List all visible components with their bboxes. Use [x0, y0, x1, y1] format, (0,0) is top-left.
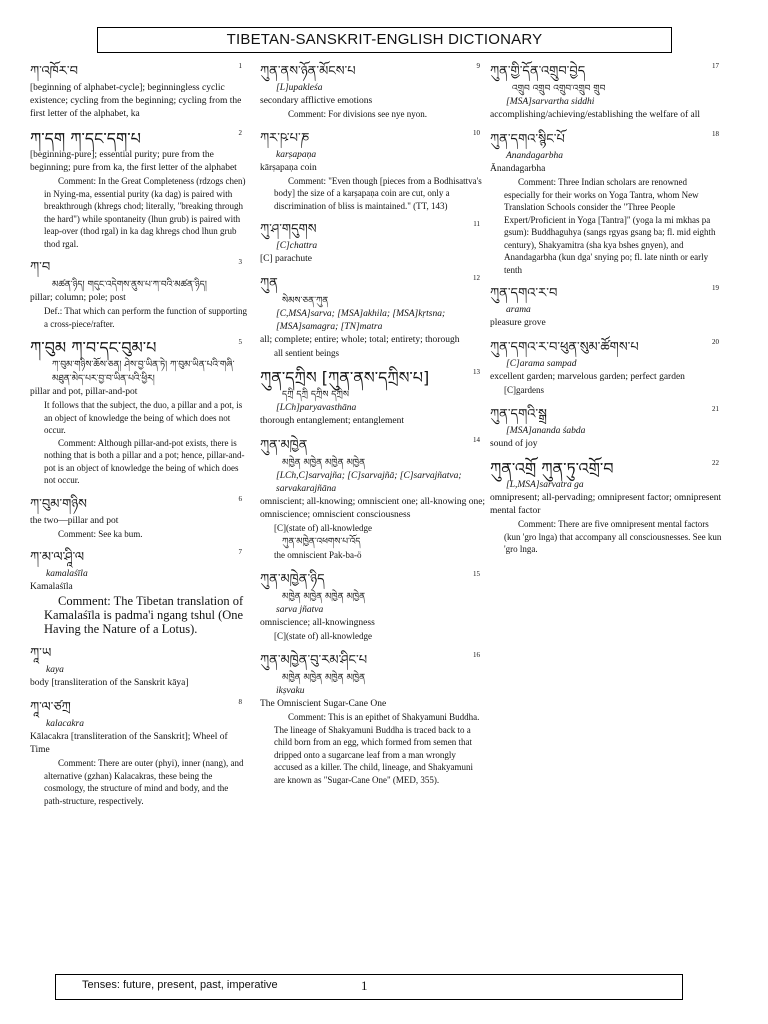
entry-comment: Comment: "Even though [pieces from a Bodhisattva's body] the size of a karṣapaṇa coin are cut, only a discrimination of bliss is maintained." (TT, 143) — [274, 175, 482, 211]
entry-sanskrit: sarva jñatva — [276, 605, 324, 615]
entry-headword: ཀ་མ་ལ་ཤཱི་ལ — [30, 550, 85, 565]
dictionary-entry — [260, 129, 486, 213]
dictionary-entry — [490, 62, 725, 122]
entry-headword: ཀར་ཥ་པ་ཎ — [260, 130, 310, 146]
entry-number: 15 — [473, 570, 480, 578]
entry-gloss: omniscience; all-knowingness — [260, 618, 375, 628]
entry-gloss: all; complete; entire; whole; total; entirety; thorough — [260, 335, 460, 345]
entry-sanskrit: Anandagarbha — [506, 151, 563, 161]
dictionary-entry — [260, 570, 486, 643]
entry-comment: Comment: There are five omnipresent mental factors (kun 'gro lnga) that accompany all consciousnesses. See kun 'gro lnga. — [504, 519, 722, 554]
entry-number: 14 — [473, 436, 480, 444]
entry-sublabel: [C](state of) all-knowledge — [274, 631, 372, 641]
entry-tibetan-forms: མཚན་ཉིད། གདུང་འདེགས་ནུས་པ་ཀ་བའི་མཚན་ཉིད། — [52, 280, 207, 290]
entry-headword: ཀཱ་ལ་ཙཀྲ — [30, 700, 71, 715]
entry-gloss: body [transliteration of the Sanskrit kāya] — [30, 678, 189, 688]
dictionary-entry — [30, 129, 248, 250]
entry-gloss: Kamalaśīla — [30, 582, 73, 592]
column-3 — [490, 62, 725, 564]
dictionary-entry — [490, 459, 725, 556]
entry-comment: Comment: Three Indian scholars are renowned especially for their works on Yoga Tantra, whom New Translation Schools consider the "Three People Expert/Proficient in Yoga [Tantra]" (yoga la mi mkhas pa gsum): Buddhaguhya (sangs rgyas gsang ba; fl. mid eighth century), Shakyamitra (sha kya bshes gnyen), and Anandagarbha (kun dga' snying po; fl. late ninth or early tenth — [504, 177, 716, 275]
dictionary-entry — [260, 651, 486, 786]
entry-number: 2 — [238, 129, 242, 137]
entry-number: 19 — [712, 284, 719, 292]
entry-number: 1 — [238, 62, 242, 70]
dictionary-entry — [490, 338, 725, 397]
entry-comment: Comment: This is an epithet of Shakyamuni Buddha. The lineage of Shakyamuni Buddha is traced back to a child born from an egg, which formed from semen that dripped onto a sugarcane leaf from a man wrongly accused as a killer. The child, lineage, and Shakyamuni are known as "Sugar-Cane One" (MED, 355). — [274, 712, 480, 785]
entry-gloss: sound of joy — [490, 439, 538, 449]
entry-sanskrit: [LCh]paryavasthāna — [276, 403, 357, 413]
dictionary-entry — [260, 220, 486, 266]
entry-headword: ཀུན་དཀྲིས [ཀུན་ནས་དཀྲིས་པ] — [260, 368, 430, 387]
dictionary-title: TIBETAN-SANSKRIT-ENGLISH DICTIONARY — [97, 27, 672, 53]
entry-sanskrit: [MSA]ananda śabda — [506, 426, 586, 436]
entry-number: 5 — [238, 338, 242, 346]
entry-number: 21 — [712, 405, 719, 413]
entry-gloss: excellent garden; marvelous garden; perfect garden — [490, 372, 685, 382]
entry-headword: ཀུ་ཤ་གདུགས — [260, 222, 317, 237]
entry-comment: Comment: For divisions see nye nyon. — [288, 109, 427, 119]
entry-gloss: omnipresent; all-pervading; omnipresent factor; omnipresent mental factor — [490, 493, 722, 516]
entry-gloss: pillar; column; pole; post — [30, 293, 126, 303]
entry-gloss: Ānandagarbha — [490, 164, 546, 174]
entry-sanskrit: [C,MSA]sarva; [MSA]akhila; [MSA]kṛtsna; [MSA]samagra; [TN]matra — [276, 309, 446, 332]
entry-sanskrit: [C]arama sampad — [506, 359, 577, 369]
entry-number: 10 — [473, 128, 480, 137]
entry-number: 12 — [473, 274, 480, 282]
entry-tibetan-forms: མཁྱེན མཁྱེན མཁྱེན མཁྱེན — [282, 458, 366, 468]
entry-number: 7 — [238, 548, 242, 556]
column-1 — [30, 62, 248, 815]
entry-sanskrit: kaya — [46, 665, 64, 675]
entry-headword: ཀུན་འགྲོ ཀུན་ཏུ་འགྲོ་བ — [490, 459, 614, 478]
entry-sanskrit: [L,MSA]sarvatra ga — [506, 480, 584, 490]
entry-gloss: kārṣapaṇa coin — [260, 162, 317, 173]
entry-sublabel: all sentient beings — [274, 348, 339, 358]
entry-tibetan-forms: ཀ་བུམ་གཉིས་ཆོས་ཅན། ཤེས་བྱ་ཡིན་ཏེ། ཀ་བུམ་ཡིན་པའི་གཞི་མཐུན་མེད་པར་བྱ་བ་ཡིན་པའི་ཕྱིར། — [52, 360, 235, 384]
entry-comment: Comment: See ka bum. — [58, 528, 143, 539]
entry-gloss: [C] parachute — [260, 254, 312, 264]
entry-number: 3 — [238, 258, 242, 266]
dictionary-entry — [30, 495, 248, 541]
entry-gloss: thorough entanglement; entanglement — [260, 416, 405, 426]
entry-number: 22 — [712, 459, 719, 467]
dictionary-entry — [30, 338, 248, 487]
entry-headword: ཀ་བུམ་གཉིས — [30, 496, 87, 512]
entry-gloss: the two—pillar and pot — [30, 515, 119, 526]
entry-definition: Def.: That which can perform the function of supporting a cross-piece/rafter. — [44, 306, 248, 329]
entry-gloss: accomplishing/achieving/establishing the welfare of all — [490, 110, 700, 120]
entry-gloss: pleasure grove — [490, 318, 546, 328]
entry-number: 20 — [712, 338, 719, 346]
entry-comment: Comment: In the Great Completeness (rdzogs chen) in Nying-ma, essential purity (ka dag) is paired with breakthrough (khregs chod; literally, "breaking through the hard") while spontaneity (lhun grub) is paired with leap-over (thod rgal) in ka dag khregs chod lhun grub thod rgal. — [44, 176, 246, 249]
entry-sanskrit: arama — [506, 305, 531, 315]
entry-headword: ཀ་བུམ ཀ་བ་དང་བུམ་པ — [30, 338, 157, 357]
entry-example-gloss: the omniscient Pak-ba-ö — [274, 550, 362, 560]
entry-comment: Comment: The Tibetan translation of Kamalaśīla is padma'i ngang tshul (One Having the Nature of a Lotus). — [44, 594, 244, 636]
entry-definition: It follows that the subject, the duo, a pillar and a pot, is an object of knowledge the being of which does not occur. — [44, 400, 243, 435]
entry-gloss: pillar and pot, pillar-and-pot — [30, 387, 138, 397]
page-number: 1 — [361, 978, 368, 993]
entry-sanskrit: kamalaśīla — [46, 569, 88, 579]
entry-headword: ཀུན་མཁྱེན་བུ་རམ་ཤིང་པ — [260, 653, 368, 668]
footer — [55, 974, 683, 1000]
entry-number: 11 — [473, 220, 480, 228]
dictionary-entry — [490, 405, 725, 451]
entry-headword: ཀུན་དགའ་ར་བ་ཕུན་སུམ་ཚོགས་པ — [490, 340, 639, 355]
dictionary-entry — [490, 284, 725, 330]
entry-number: 8 — [238, 698, 242, 706]
entry-headword: ཀུན་དགའ་སྙིང་པོ — [490, 132, 565, 147]
entry-number: 9 — [476, 62, 480, 70]
entry-sanskrit: [L]upakleśa — [276, 83, 323, 93]
entry-tibetan-example: ཀུན་མཁྱེན་འཕགས་པ་འོད — [282, 537, 361, 547]
entry-tibetan-forms: དཀྲི དཀྲི དཀྲིས དཀྲིས — [282, 390, 349, 400]
entry-headword: ཀུན་ནས་ཉོན་མོངས་པ — [260, 64, 356, 79]
column-2 — [260, 62, 486, 794]
entry-sublabel: [C](state of) all-knowledge — [274, 523, 372, 533]
entry-gloss: The Omniscient Sugar-Cane One — [260, 699, 387, 709]
entry-tibetan-forms: མཁྱེན མཁྱེན མཁྱེན མཁྱེན — [282, 673, 366, 683]
entry-sanskrit: [C]chattra — [276, 241, 318, 251]
entry-headword: ཀུན་མཁྱེན་ཉིད — [260, 572, 325, 587]
tenses-note: Tenses: future, present, past, imperative — [82, 979, 278, 991]
entry-comment: Comment: Although pillar-and-pot exists, there is nothing that is both a pillar and a pot; hence, pillar-and-pot is an object of knowledge the being of which does not occur. — [44, 437, 245, 485]
entry-sanskrit: [LCh,C]sarvajña; [C]sarvajñā; [C]sarvajñatva; sarvakarajñāna — [276, 471, 462, 494]
entry-headword: ཀུན་དགའི་སྒྲ — [490, 407, 547, 422]
entry-gloss: omniscient; all-knowing; omniscient one; all-knowing one; omniscience; omniscient consciousness — [260, 497, 486, 520]
entry-headword: ཀ་བ — [30, 260, 51, 275]
entry-number: 17 — [712, 62, 719, 70]
entry-gloss: secondary afflictive emotions — [260, 96, 373, 106]
entry-headword: ཀུན — [260, 276, 278, 291]
dictionary-entry — [260, 62, 486, 121]
entry-number: 6 — [238, 494, 242, 503]
entry-headword: ཀཱ་ཡ — [30, 646, 52, 661]
entry-tibetan-forms: མཁྱེན མཁྱེན མཁྱེན མཁྱེན — [282, 592, 366, 602]
dictionary-entry — [30, 258, 248, 330]
entry-sanskrit: karṣapaṇa — [276, 149, 317, 160]
entry-sanskrit: ikṣvaku — [276, 686, 305, 696]
entry-tibetan-forms: སེམས་ཅན་ཀུན — [282, 296, 329, 306]
entry-tibetan-forms: འགྲུབ འགྲུབ འགྲུབ་འགྲུབ གྲུབ — [512, 84, 606, 94]
entry-gloss: Kālacakra [transliteration of the Sanskrit]; Wheel of Time — [30, 732, 228, 755]
entry-number: 18 — [712, 130, 719, 138]
entry-headword: ཀུན་མཁྱེན — [260, 438, 308, 453]
dictionary-entry — [30, 548, 248, 636]
dictionary-entry — [260, 274, 486, 360]
entry-gloss: [beginning-pure]; essential purity; pure from the beginning; pure from ka, the first letter of the alphabet — [30, 150, 237, 173]
dictionary-entry — [30, 644, 248, 690]
entry-sublabel: [C]gardens — [504, 385, 544, 395]
dictionary-entry — [260, 436, 486, 562]
entry-gloss: [beginning of alphabet-cycle]; beginningless cyclic existence; cycling from the beginning; cycling from the first letter of the alphabet, ka — [30, 83, 242, 119]
dictionary-entry — [30, 698, 248, 807]
entry-comment: Comment: There are outer (phyi), inner (nang), and alternative (gzhan) Kalacakras, these being the cosmology, the structure of mind and body, and the path-structure, respectively. — [44, 758, 244, 806]
entry-sanskrit: kalacakra — [46, 719, 84, 729]
entry-number: 13 — [473, 368, 480, 376]
entry-headword: ཀུན་གྱི་དོན་འགྲུབ་བྱེད — [490, 64, 586, 79]
entry-headword: ཀུན་དགའ་ར་བ — [490, 286, 558, 301]
entry-number: 16 — [473, 651, 480, 659]
entry-sanskrit: [MSA]sarvartha siddhi — [506, 97, 595, 107]
entry-headword: ཀ་དག ཀ་དང་དག་པ — [30, 129, 141, 148]
entry-headword: ཀ་འཁོར་བ — [30, 64, 78, 79]
dictionary-entry — [490, 130, 725, 276]
dictionary-entry — [30, 62, 248, 121]
dictionary-entry — [260, 368, 486, 428]
